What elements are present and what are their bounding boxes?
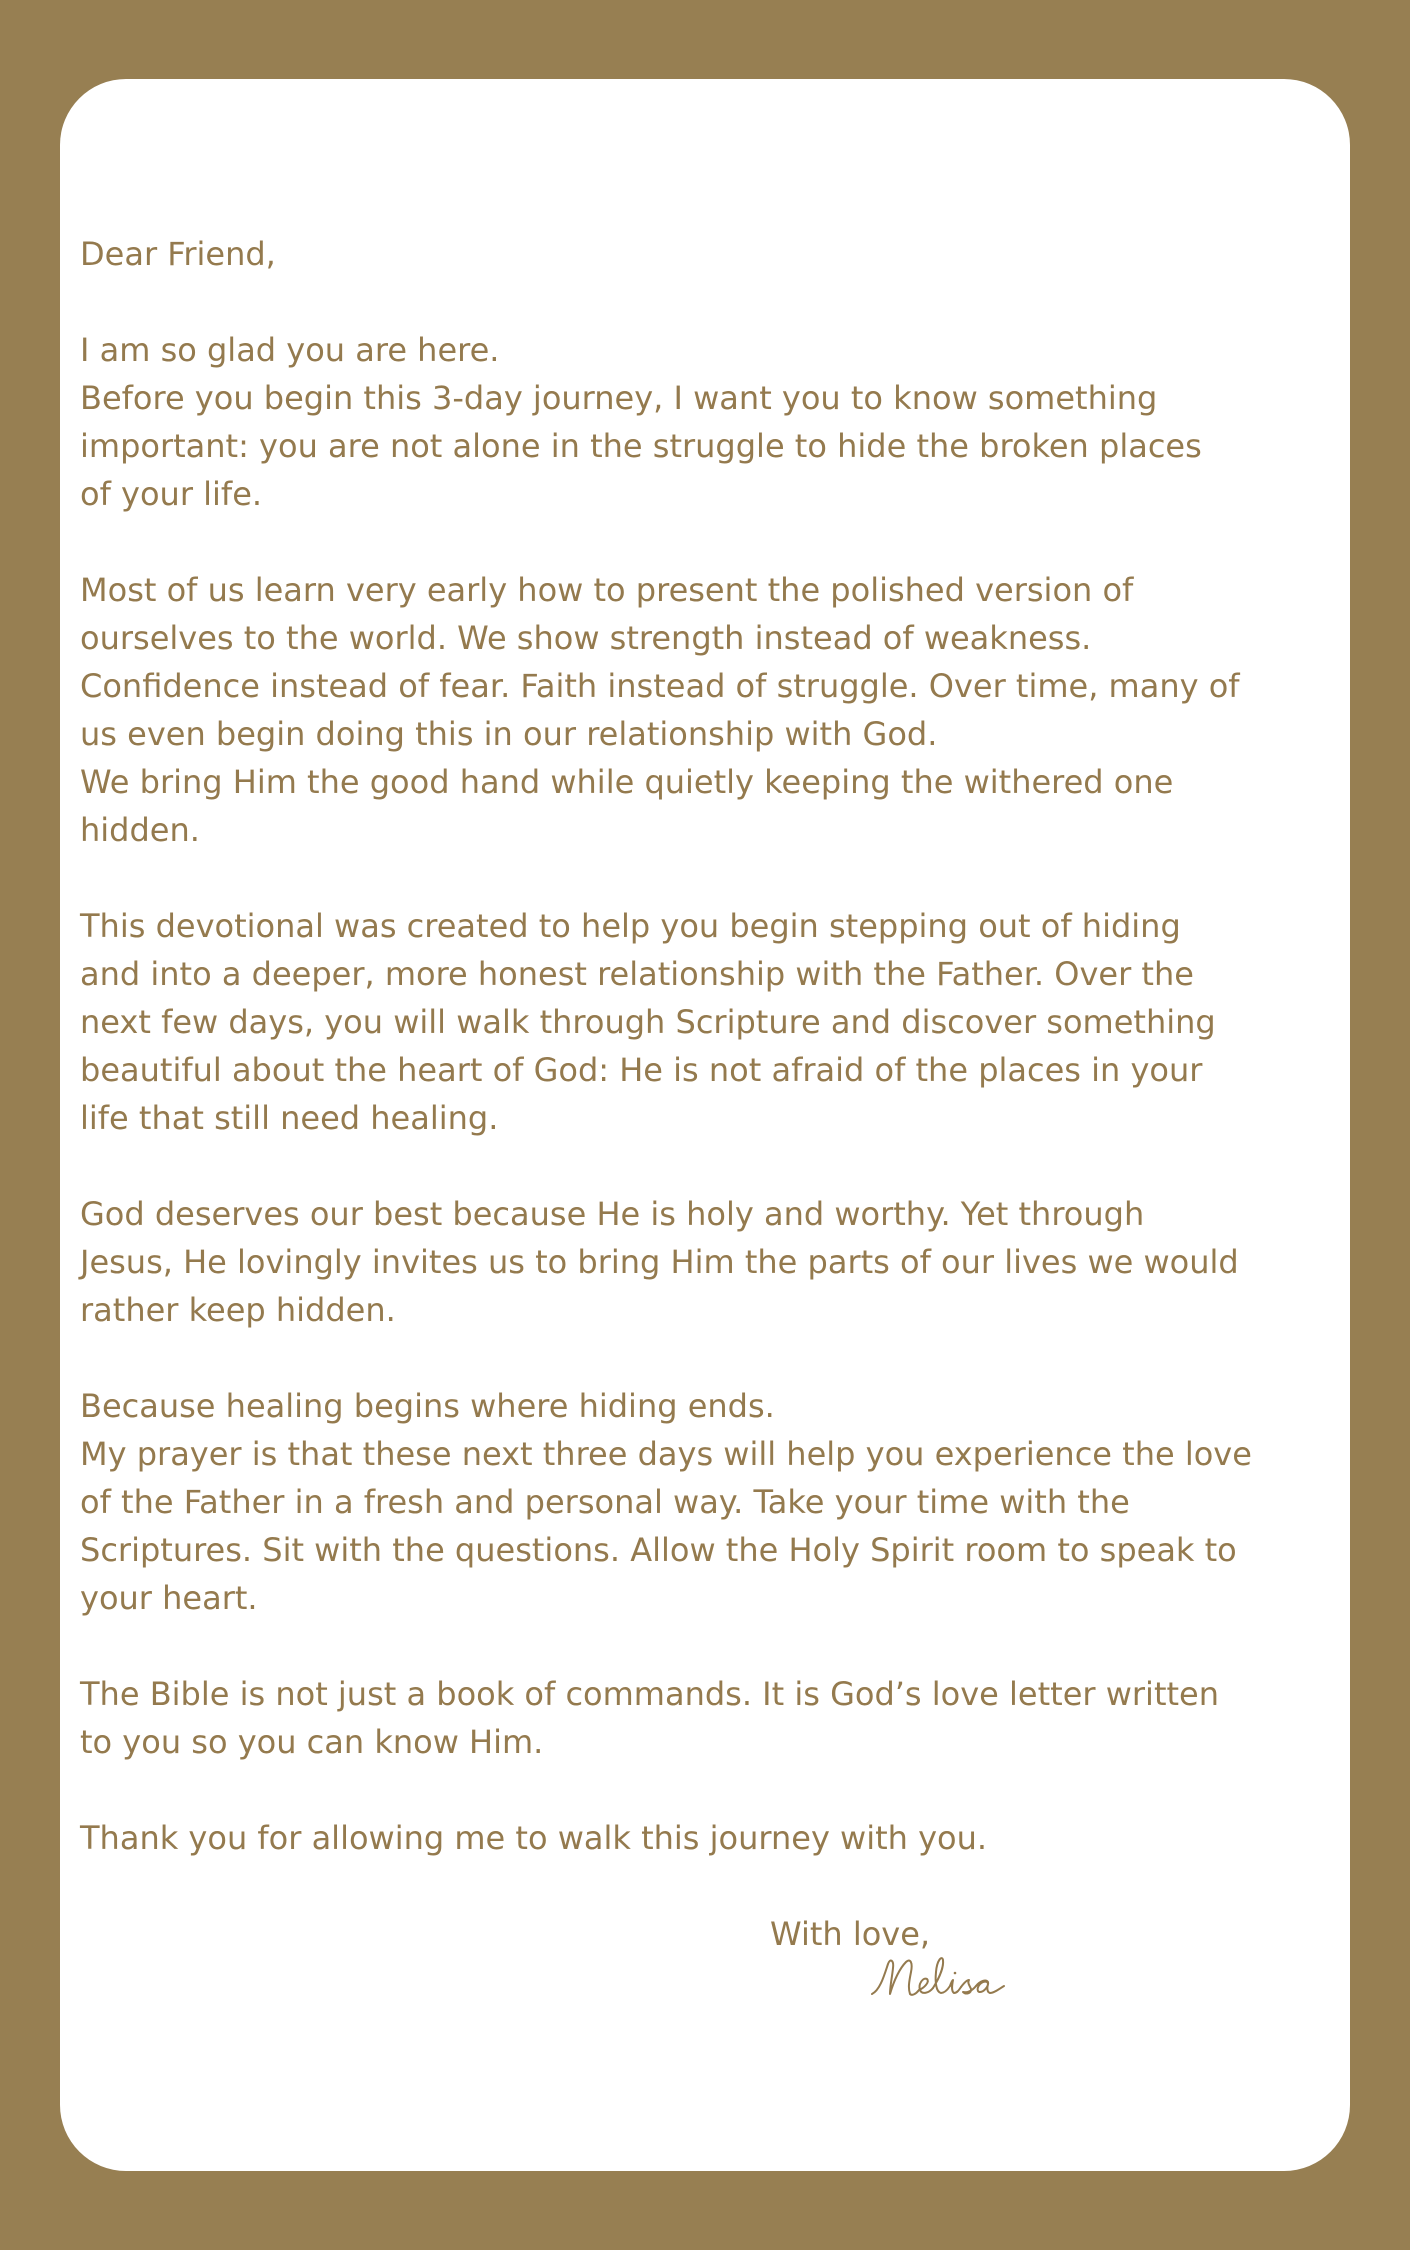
letter-paragraph [80,1382,1330,1622]
paragraph-line: of your life. [80,475,263,513]
paragraph-line: next few days, you will walk through Scripture and discover something [80,1003,1216,1041]
letter-paragraph [80,566,1330,854]
paragraph-line: I am so glad you are here. [80,331,500,369]
paragraph-line: life that still need healing. [80,1099,499,1137]
paragraph-line: your heart. [80,1579,258,1617]
paragraph-line: Most of us learn very early how to present the polished version of [80,571,1134,609]
paragraph-line: God deserves our best because He is holy and worthy. Yet through [80,1195,1145,1233]
paragraph-line: We bring Him the good hand while quietly keeping the withered one [80,763,1174,801]
greeting-line: Dear Friend, [80,235,276,273]
letter-paragraph [80,1814,1330,1862]
paragraph-line: of the Father in a fresh and personal way. Take your time with the [80,1483,1130,1521]
paragraph-line: rather keep hidden. [80,1291,396,1329]
paragraph-line: to you so you can know Him. [80,1723,544,1761]
paragraph-line: and into a deeper, more honest relationship with the Father. Over the [80,955,1194,993]
letter-paragraph [80,326,1330,518]
letter-paragraph [80,1670,1330,1766]
paragraph-line: Thank you for allowing me to walk this journey with you. [80,1819,988,1857]
paragraph-line: Scriptures. Sit with the questions. Allow the Holy Spirit room to speak to [80,1531,1237,1569]
paragraph-line: Jesus, He lovingly invites us to bring Him the parts of our lives we would [80,1243,1239,1281]
paragraph-line: The Bible is not just a book of commands. It is God’s love letter written [80,1675,1219,1713]
letter-closing: With love, [770,1915,931,1953]
paragraph-line: important: you are not alone in the struggle to hide the broken places [80,427,1202,465]
paragraph-line: Because healing begins where hiding ends. [80,1387,775,1425]
signature-melisa [866,1950,1026,2006]
paragraph-line: This devotional was created to help you begin stepping out of hiding [80,907,1181,945]
letter-body [80,230,1330,1910]
paragraph-line: us even begin doing this in our relationship with God. [80,715,938,753]
letter-greeting [80,230,1330,278]
paragraph-line: My prayer is that these next three days will help you experience the love [80,1435,1252,1473]
paragraph-line: hidden. [80,811,200,849]
paragraph-line: ourselves to the world. We show strength instead of weakness. [80,619,1092,657]
letter-paragraph [80,902,1330,1142]
letter-paragraph [80,1190,1330,1334]
paragraph-line: Confidence instead of fear. Faith instead of struggle. Over time, many of [80,667,1240,705]
paragraph-line: Before you begin this 3-day journey, I want you to know something [80,379,1158,417]
paragraph-line: beautiful about the heart of God: He is not afraid of the places in your [80,1051,1203,1089]
